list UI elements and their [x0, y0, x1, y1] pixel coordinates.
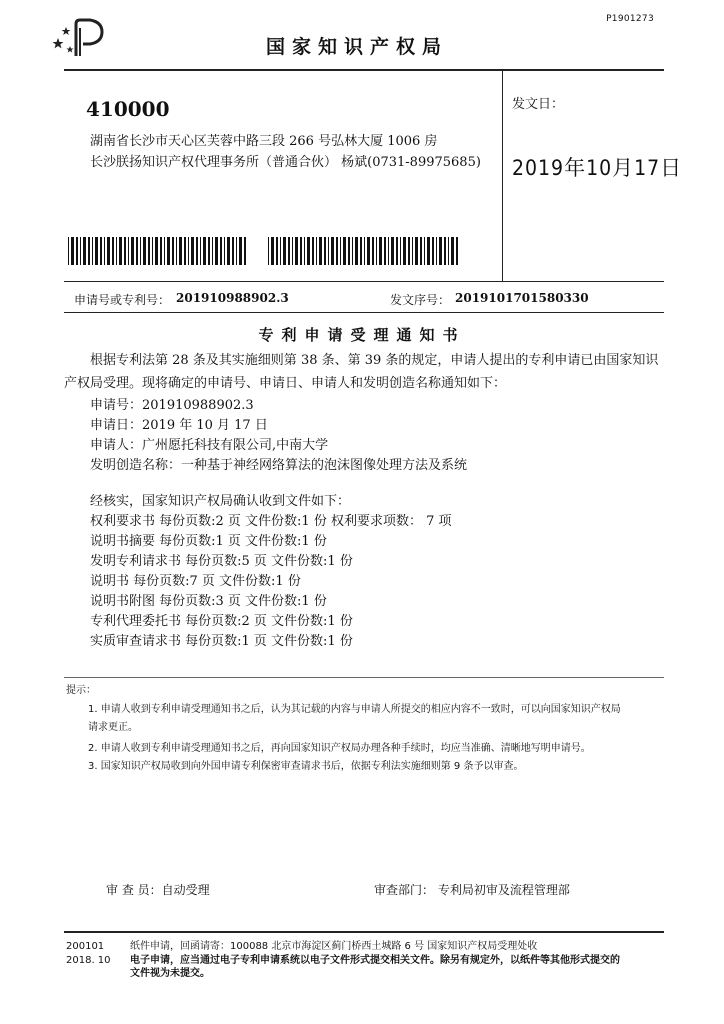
footer-rule	[64, 931, 664, 933]
barcode-2	[268, 237, 462, 265]
application-number: 201910988902.3	[176, 291, 289, 305]
file-item: 发明专利请求书 每份页数:5 页 文件份数:1 份	[90, 554, 353, 569]
agency-line: 长沙朕扬知识产权代理事务所（普通合伙） 杨斌(0731-89975685)	[90, 155, 481, 170]
file-item: 说明书摘要 每份页数:1 页 文件份数:1 份	[90, 534, 327, 549]
address-divider	[502, 71, 503, 281]
file-item: 说明书附图 每份页数:3 页 文件份数:1 份	[90, 594, 327, 609]
send-number: 2019101701580330	[455, 291, 589, 305]
ids-top-rule	[64, 281, 664, 282]
send-date-label: 发文日：	[512, 97, 565, 112]
file-item: 实质审查请求书 每份页数:1 页 文件份数:1 份	[90, 634, 353, 649]
postcode: 410000	[86, 97, 170, 121]
footer-electronic-filing-continued: 文件视为未提交。	[130, 968, 210, 979]
note-item: 3. 国家知识产权局收到向外国申请专利保密审查请求书后，依据专利法实施细则第 9 条予以审查。	[88, 761, 524, 772]
note-item: 1. 申请人收到专利申请受理通知书之后，认为其记载的内容与申请人所提交的相应内容不一致时，可以向国家知识产权局	[88, 704, 621, 715]
examining-department: 审查部门： 专利局初审及流程管理部	[374, 883, 570, 897]
examiner: 审 查 员：自动受理	[106, 883, 210, 897]
cnipa-logo-icon	[50, 18, 106, 58]
notes-rule	[64, 677, 664, 678]
footer-electronic-filing: 电子申请，应当通过电子专利申请系统以电子文件形式提交相关文件。除另有规定外，以纸件等其他形式提交的	[130, 955, 620, 966]
file-item: 专利代理委托书 每份页数:2 页 文件份数:1 份	[90, 614, 353, 629]
send-number-label: 发文序号：	[390, 293, 451, 307]
footer-paper-filing: 纸件申请，回函请寄：100088 北京市海淀区蓟门桥西土城路 6 号 国家知识产权局受理处收	[130, 941, 538, 952]
file-item: 说明书 每份页数:7 页 文件份数:1 份	[90, 574, 301, 589]
detail-invention-title: 发明创造名称：一种基于神经网络算法的泡沫图像处理方法及系统	[90, 458, 468, 473]
note-item: 2. 申请人收到专利申请受理通知书之后，再向国家知识产权局办理各种手续时，均应当准确、清晰地写明申请号。	[88, 743, 591, 754]
ids-bottom-rule	[64, 312, 664, 313]
detail-application-date: 申请日：2019 年 10 月 17 日	[90, 418, 268, 433]
notes-heading: 提示：	[66, 685, 96, 696]
document-code: P1901273	[606, 14, 654, 24]
intro-paragraph: 根据专利法第 28 条及其实施细则第 38 条、第 39 条的规定，申请人提出的专利申请已由国家知识产权局受理。现将确定的申请号、申请日、申请人和发明创造名称通知如下：	[64, 353, 659, 391]
send-date: 2019年10月17日	[512, 156, 683, 180]
address-line: 湖南省长沙市天心区芙蓉中路三段 266 号弘林大厦 1006 房	[90, 134, 438, 149]
form-version: 2018. 10	[66, 955, 111, 966]
form-code: 200101	[66, 941, 105, 952]
detail-applicant: 申请人：广州愿托科技有限公司,中南大学	[90, 438, 329, 453]
header-rule	[64, 69, 664, 71]
received-intro: 经核实，国家知识产权局确认收到文件如下：	[90, 494, 351, 509]
barcode-1	[68, 237, 248, 265]
office-name: 国家知识产权局	[266, 36, 449, 58]
note-item-continued: 请求更正。	[88, 722, 138, 733]
detail-application-number: 申请号：201910988902.3	[90, 398, 254, 413]
notice-title: 专利申请受理通知书	[258, 326, 466, 344]
file-item: 权利要求书 每份页数:2 页 文件份数:1 份 权利要求项数： 7 项	[90, 514, 452, 529]
application-number-label: 申请号或专利号：	[74, 293, 171, 307]
